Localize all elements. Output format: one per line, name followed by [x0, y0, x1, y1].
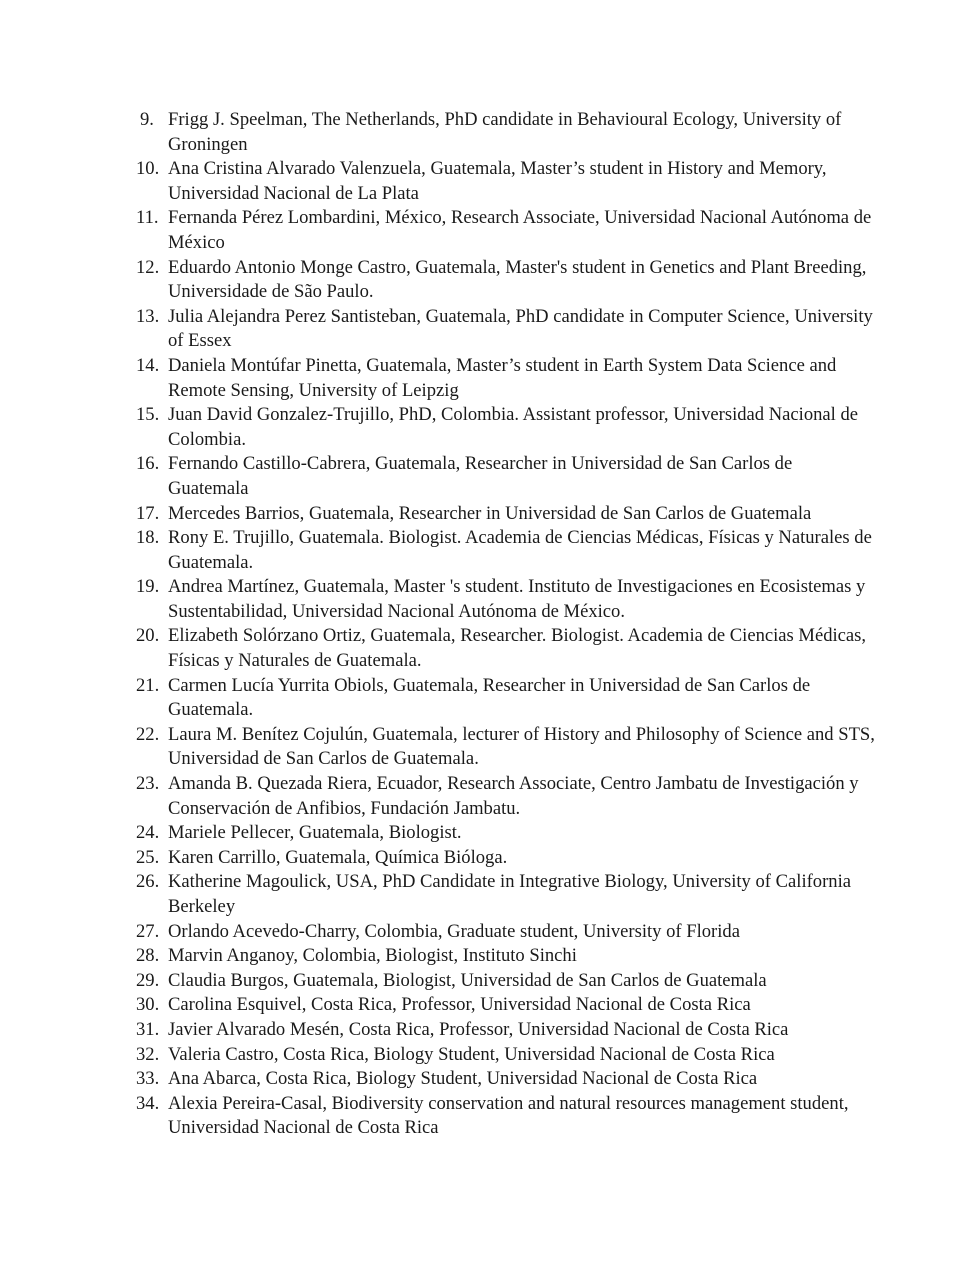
list-item — [136, 1067, 876, 1092]
item-text: Carolina Esquivel, Costa Rica, Professor, Universidad Nacional de Costa Rica — [168, 994, 751, 1016]
item-number: 24. — [136, 822, 160, 844]
list-item — [136, 969, 876, 994]
item-number: 25. — [136, 846, 160, 868]
item-number: 15. — [136, 404, 160, 426]
list-item — [136, 846, 876, 871]
item-number: 16. — [136, 453, 160, 475]
item-number: 21. — [136, 674, 160, 696]
item-number: 33. — [136, 1068, 160, 1090]
item-number: 23. — [136, 773, 160, 795]
list-item — [136, 575, 876, 624]
item-number: 26. — [136, 871, 160, 893]
item-text: Julia Alejandra Perez Santisteban, Guatemala, PhD candidate in Computer Science, University of Essex — [168, 305, 873, 352]
item-number: 20. — [136, 625, 160, 647]
item-text: Claudia Burgos, Guatemala, Biologist, Universidad de San Carlos de Guatemala — [168, 969, 767, 991]
item-text: Rony E. Trujillo, Guatemala. Biologist. Academia de Ciencias Médicas, Físicas y Naturales de Guatemala. — [168, 527, 872, 573]
list-item — [136, 1018, 876, 1043]
item-number: 13. — [136, 305, 160, 327]
item-text: Karen Carrillo, Guatemala, Química Bióloga. — [168, 846, 508, 868]
list-item — [136, 920, 876, 945]
list-item — [136, 305, 876, 354]
item-number: 14. — [136, 354, 160, 376]
list-item — [136, 674, 876, 723]
list-item — [136, 157, 876, 206]
item-number: 12. — [136, 256, 160, 278]
item-text: Fernando Castillo-Cabrera, Guatemala, Researcher in Universidad de San Carlos de Guatemala — [168, 453, 793, 499]
item-text: Eduardo Antonio Monge Castro, Guatemala, Master's student in Genetics and Plant Breeding, Universidade de São Paulo. — [168, 256, 867, 303]
item-text: Katherine Magoulick, USA, PhD Candidate in Integrative Biology, University of California Berkeley — [168, 871, 852, 917]
item-text: Fernanda Pérez Lombardini, México, Research Associate, Universidad Nacional Autónoma de México — [168, 207, 872, 253]
list-item — [136, 821, 876, 846]
list-item — [136, 723, 876, 772]
item-number: 30. — [136, 994, 160, 1016]
item-number: 32. — [136, 1043, 160, 1065]
item-text: Andrea Martínez, Guatemala, Master 's student. Instituto de Investigaciones en Ecosistemas y Sustentabilidad, Universidad Nacional Autónoma de México. — [168, 576, 866, 622]
list-item — [136, 1043, 876, 1068]
item-text: Carmen Lucía Yurrita Obiols, Guatemala, Researcher in Universidad de San Carlos de Guatemala. — [168, 674, 811, 721]
item-text: Ana Cristina Alvarado Valenzuela, Guatemala, Master’s student in History and Memory, Universidad Nacional de La Plata — [168, 158, 827, 204]
list-item — [136, 354, 876, 403]
list-item — [136, 993, 876, 1018]
item-number: 10. — [136, 158, 160, 180]
item-text: Frigg J. Speelman, The Netherlands, PhD candidate in Behavioural Ecology, University of Groningen — [168, 109, 842, 155]
list-item — [136, 870, 876, 919]
item-text: Valeria Castro, Costa Rica, Biology Student, Universidad Nacional de Costa Rica — [168, 1043, 775, 1065]
item-text: Daniela Montúfar Pinetta, Guatemala, Master’s student in Earth System Data Science and Remote Sensing, University of Leipzig — [168, 354, 837, 401]
item-number: 27. — [136, 920, 160, 942]
list-item — [136, 944, 876, 969]
item-text: Orlando Acevedo-Charry, Colombia, Graduate student, University of Florida — [168, 920, 740, 942]
list-item — [136, 526, 876, 575]
item-number: 19. — [136, 576, 160, 598]
list-item — [136, 108, 876, 157]
item-text: Elizabeth Solórzano Ortiz, Guatemala, Researcher. Biologist. Academia de Ciencias Médicas, Físicas y Naturales de Guatemala. — [168, 625, 867, 672]
item-text: Laura M. Benítez Cojulún, Guatemala, lecturer of History and Philosophy of Science and STS, Universidad de San Carlos de Guatemala. — [168, 723, 875, 770]
item-text: Mercedes Barrios, Guatemala, Researcher in Universidad de San Carlos de Guatemala — [168, 502, 812, 524]
list-item — [136, 206, 876, 255]
item-text: Amanda B. Quezada Riera, Ecuador, Research Associate, Centro Jambatu de Investigación y Conservación de Anfibios, Fundación Jambatu. — [168, 773, 859, 819]
list-item — [136, 403, 876, 452]
item-number: 31. — [136, 1018, 160, 1040]
item-text: Javier Alvarado Mesén, Costa Rica, Professor, Universidad Nacional de Costa Rica — [168, 1018, 789, 1040]
item-number: 18. — [136, 527, 160, 549]
list-item — [136, 1092, 876, 1141]
item-number: 17. — [136, 502, 160, 524]
signatories-list — [136, 108, 876, 1141]
item-number: 34. — [136, 1092, 160, 1114]
item-text: Marvin Anganoy, Colombia, Biologist, Instituto Sinchi — [168, 945, 577, 967]
item-text: Alexia Pereira-Casal, Biodiversity conservation and natural resources management student, Universidad Nacional de Costa Rica — [168, 1092, 849, 1139]
item-number: 9. — [140, 109, 154, 130]
item-text: Juan David Gonzalez-Trujillo, PhD, Colombia. Assistant professor, Universidad Nacional de Colombia. — [168, 404, 859, 450]
item-text: Ana Abarca, Costa Rica, Biology Student, Universidad Nacional de Costa Rica — [168, 1068, 758, 1090]
list-item — [136, 772, 876, 821]
list-item — [136, 256, 876, 305]
list-item — [136, 624, 876, 673]
item-number: 22. — [136, 723, 160, 745]
list-item — [136, 452, 876, 501]
item-number: 28. — [136, 945, 160, 967]
item-number: 29. — [136, 969, 160, 991]
item-number: 11. — [136, 207, 159, 229]
item-text: Mariele Pellecer, Guatemala, Biologist. — [168, 822, 462, 844]
list-item — [136, 502, 876, 527]
